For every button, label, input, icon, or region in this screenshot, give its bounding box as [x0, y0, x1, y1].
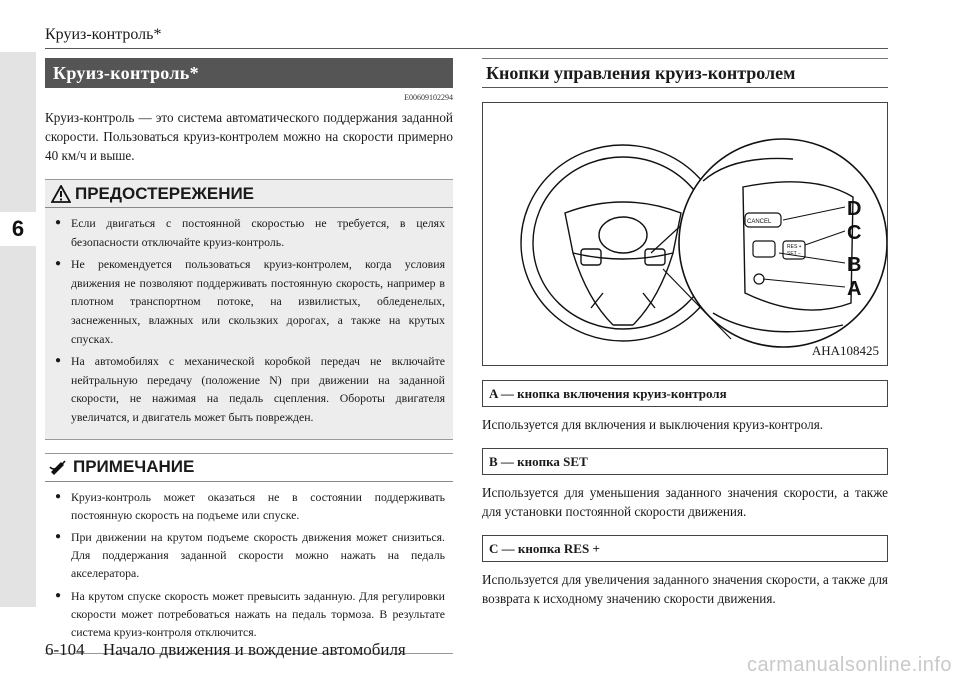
page-number: 6-104 [45, 640, 85, 659]
steering-wheel-figure [482, 102, 888, 366]
label-letter-b: B [847, 254, 862, 276]
warning-triangle-icon [51, 185, 71, 203]
section-heading: Круиз-контроль* [45, 58, 453, 88]
warning-item: ● Не рекомендуется пользоваться круиз-контролем, когда условия движения не позволяют поддерживать постоянную скорость, например в плотном транспортном потоке, на извилистых, обледенелых, заснеженных, влажных или скользких дорогах, а также на крутых спусках. [55, 255, 445, 348]
section-code: E00609102294 [404, 93, 453, 102]
top-rule [45, 48, 888, 49]
note-title: ПРИМЕЧАНИЕ [73, 457, 195, 477]
res-button-text: RES + [787, 244, 802, 250]
section-heading: Кнопки управления круиз-контролем [482, 58, 888, 88]
intro-paragraph: Круиз-контроль — это система автоматического поддержания заданной скорости. Пользоваться круиз-контролем можно на скорости примерно 40 км/ч и выше. [45, 110, 453, 163]
figure-code: AHA108425 [811, 343, 879, 358]
label-letter-c: C [847, 222, 862, 244]
running-title: Круиз-контроль* [45, 26, 162, 43]
warning-list [45, 208, 453, 427]
button-b-label: B — кнопка SET [482, 448, 888, 475]
button-c-label: C — кнопка RES + [482, 535, 888, 562]
page-footer [45, 640, 406, 660]
watermark: carmanualsonline.info [746, 654, 952, 676]
footer-section-title: Начало движения и вождение автомобиля [102, 640, 406, 659]
right-column [482, 58, 888, 608]
note-box [45, 453, 453, 655]
button-c-description: Используется для увеличения заданного значения скорости, а также для возврата к исходному значению скорости движения. [482, 572, 888, 606]
steering-wheel-illustration [483, 103, 887, 365]
note-item: ● Круиз-контроль может оказаться не в состоянии поддерживать постоянную скорость на подъеме или спуске. [55, 488, 445, 524]
warning-title: ПРЕДОСТЕРЕЖЕНИЕ [75, 183, 255, 203]
set-button-text: SET − [787, 251, 801, 257]
cancel-button-text: CANCEL [747, 219, 772, 225]
warning-header [45, 180, 453, 208]
label-letter-a: A [847, 278, 862, 300]
pen-note-icon [49, 459, 69, 475]
note-header [45, 454, 453, 482]
warning-item: ● Если двигаться с постоянной скоростью не требуется, в целях безопасности отключайте круиз-контроль. [55, 214, 445, 251]
chapter-side-tab [0, 52, 36, 607]
note-list [45, 482, 453, 642]
note-item: ● При движении на крутом подъеме скорость движения может снизиться. Для поддержания заданной скорости можно нажать на педаль акселератора. [55, 528, 445, 583]
warning-box [45, 179, 453, 440]
warning-item: ● На автомобилях с механической коробкой передач не включайте нейтральную передачу (положение N) при движении на заданной скорости, не нажимая на педаль сцепления. Обороты двигателя увеличатся, и двигатель может быть поврежден. [55, 352, 445, 426]
button-b-description: Используется для уменьшения заданного значения скорости, а также для установки постоянной скорости движения. [482, 485, 888, 519]
left-column [45, 58, 453, 654]
button-a-label: A — кнопка включения круиз-контроля [482, 380, 888, 407]
button-a-description: Используется для включения и выключения круиз-контроля. [482, 417, 824, 432]
note-item: ● На крутом спуске скорость может превысить заданную. Для регулировки скорости может потребоваться нажать на педаль тормоза. В результате система круиз-контроля отключится. [55, 587, 445, 642]
chapter-number: 6 [0, 212, 36, 246]
label-letter-d: D [847, 198, 862, 220]
